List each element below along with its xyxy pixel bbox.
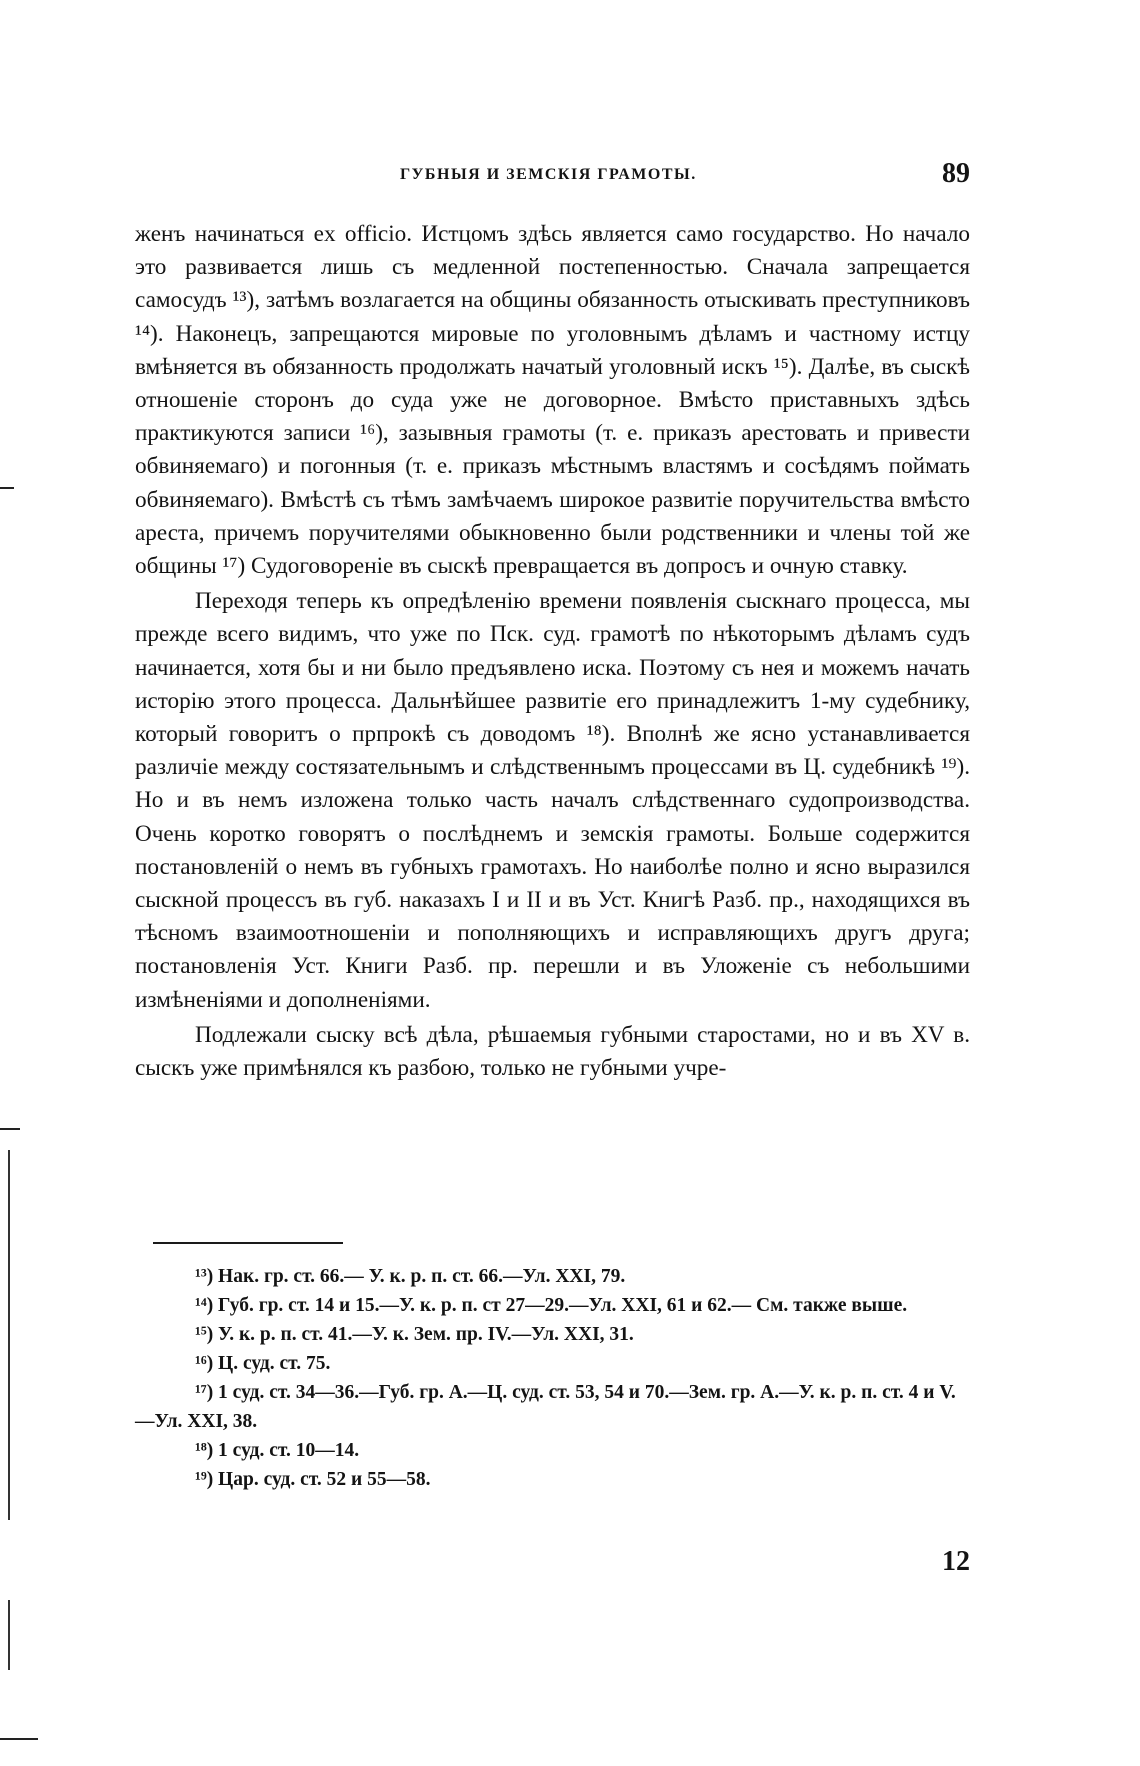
page-header bbox=[135, 158, 970, 198]
footnote: ¹⁵) У. к. р. п. ст. 41.—У. к. Зем. пр. IV.—Ул. XXI, 31. bbox=[195, 1324, 634, 1345]
margin-mark bbox=[0, 487, 14, 489]
footnotes bbox=[135, 1262, 970, 1494]
footnote: ¹⁶) Ц. суд. ст. 75. bbox=[195, 1353, 331, 1374]
page-number: 89 bbox=[942, 158, 970, 189]
running-title: ГУБНЫЯ И ЗЕМСКІЯ ГРАМОТЫ. bbox=[400, 166, 697, 183]
margin-mark bbox=[0, 1128, 20, 1130]
paragraph: Подлежали сыску всѣ дѣла, рѣшаемыя губными старостами, но и въ XV в. сыскъ уже примѣнялся къ разбою, только не губными учре- bbox=[135, 1021, 970, 1082]
footnote-divider bbox=[153, 1242, 343, 1244]
margin-mark bbox=[0, 1738, 38, 1740]
footnote: ¹⁷) 1 суд. ст. 34—36.—Губ. гр. А.—Ц. суд. ст. 53, 54 и 70.—Зем. гр. А.—У. к. р. п. ст. 4 и V.—Ул. XXI, 38. bbox=[135, 1382, 956, 1432]
footnote: ¹⁸) 1 суд. ст. 10—14. bbox=[195, 1440, 360, 1461]
paragraph: Переходя теперь къ опредѣленію времени появленія сыскнаго процесса, мы прежде всего видимъ, что уже по Пск. суд. грамотѣ по нѣкоторымъ дѣламъ судъ начинается, хотя бы и ни было предъявлено иска. Поэтому съ нея и можемъ начать исторію этого процесса. Дальнѣйшее развитіе его принадлежитъ 1-му судебнику, который говоритъ о прпрокѣ съ доводомъ ¹⁸). Вполнѣ же ясно устанавливается различіе между состязательнымъ и слѣдственнымъ процессами въ Ц. судебникѣ ¹⁹). Но и въ немъ изложена только часть началъ слѣдственнаго судопроизводства. Очень коротко говорятъ о послѣднемъ и земскія грамоты. Больше содержится постановленій о немъ въ губныхъ грамотахъ. Но наиболѣе полно и ясно выразился сыскной процессъ въ губ. наказахъ I и II и въ Уст. Книгѣ Разб. пр., находящихся въ тѣсномъ взаимоотношеніи и пополняющихъ и исправляющихъ другъ друга; постановленія Уст. Книги Разб. пр. перешли и въ Уложеніе съ небольшими измѣненіями и дополненіями. bbox=[135, 588, 970, 1013]
footnote: ¹³) Нак. гр. ст. 66.— У. к. р. п. ст. 66.—Ул. XXI, 79. bbox=[195, 1266, 626, 1287]
footnote: ¹⁴) Губ. гр. ст. 14 и 15.—У. к. р. п. ст 27—29.—Ул. XXI, 61 и 62.— См. также выше. bbox=[195, 1295, 908, 1316]
paragraph: женъ начинаться ex officio. Истцомъ здѣсь является само государство. Но начало это развивается лишь съ медленной постепенностью. Сначала запрещается самосудъ ¹³), затѣмъ возлагается на общины обязанность отыскивать преступниковъ ¹⁴). Наконецъ, запрещаются мировые по уголовнымъ дѣламъ и частному истцу вмѣняется въ обязанность продолжать начатый уголовный искъ ¹⁵). Далѣе, въ сыскѣ отношеніе сторонъ до суда уже не договорное. Вмѣсто приставныхъ здѣсь практикуются записи ¹⁶), зазывныя грамоты (т. е. приказъ арестовать и привести обвиняемаго) и погонныя (т. е. приказъ мѣстнымъ властямъ и сосѣдямъ поймать обвиняемаго). Вмѣстѣ съ тѣмъ замѣчаемъ широкое развитіе поручительства вмѣсто ареста, причемъ поручителями обыкновенно были родственники и члены той же общины ¹⁷) Судоговореніе въ сыскѣ превращается въ допросъ и очную ставку. bbox=[135, 221, 970, 580]
margin-line bbox=[8, 1600, 10, 1670]
margin-line bbox=[8, 1150, 10, 1520]
footnote: ¹⁹) Цар. суд. ст. 52 и 55—58. bbox=[195, 1469, 431, 1490]
body-text bbox=[135, 218, 970, 1085]
printer-signature: 12 bbox=[942, 1546, 970, 1577]
